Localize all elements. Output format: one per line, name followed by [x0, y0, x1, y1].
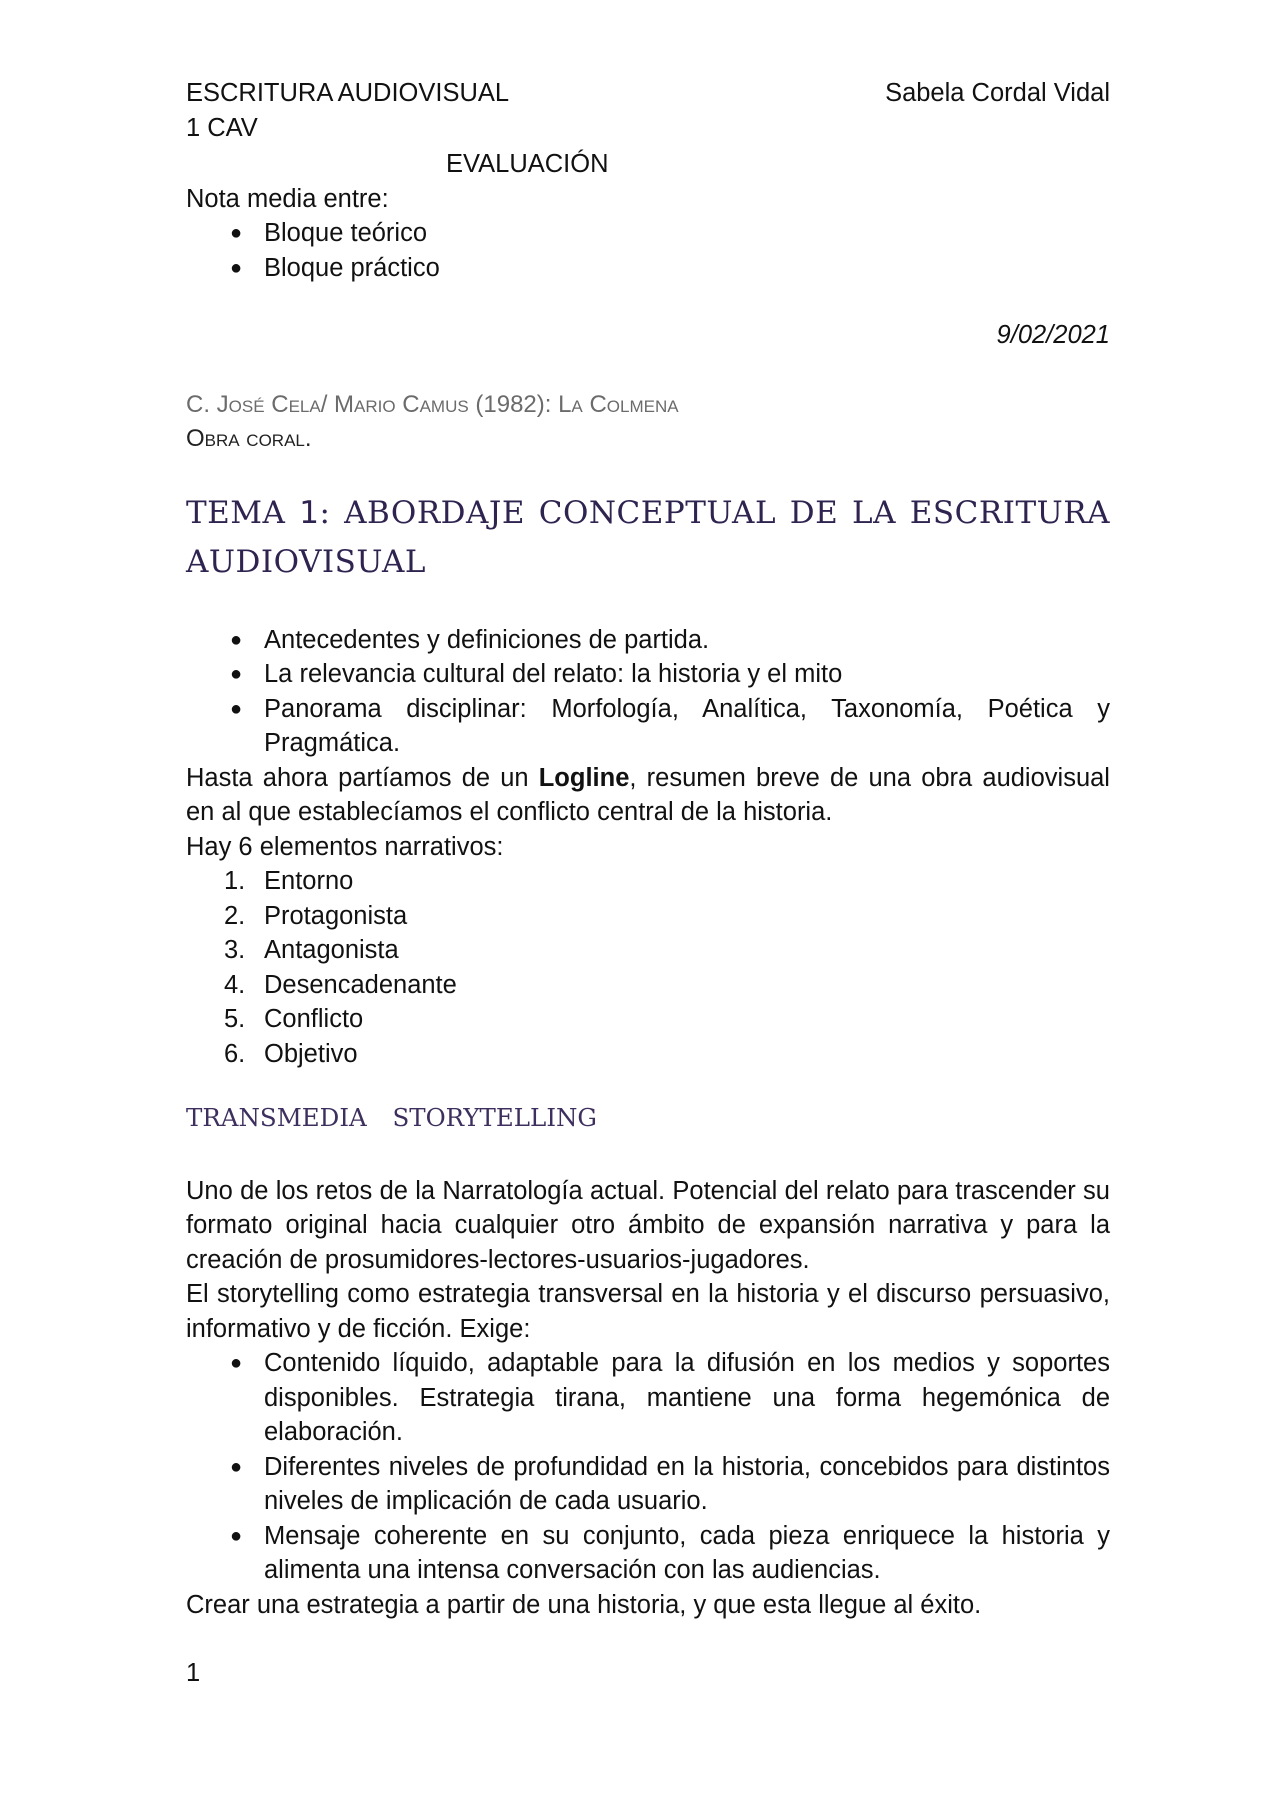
transmedia-bullets	[186, 1346, 1110, 1588]
list-item: 3. Antagonista	[224, 936, 399, 964]
list-item: 2. Protagonista	[224, 901, 408, 930]
tema-bullets	[186, 623, 1110, 761]
list-item: ● Bloque práctico	[186, 251, 1110, 286]
reference-line: C. José Cela/ Mario Camus (1982): La Colmena	[186, 390, 679, 418]
list-item: ● Diferentes niveles de profundidad en la historia, concebidos para distintos niveles de implicación de cada usuario.	[186, 1450, 1110, 1519]
list-item: 4. Desencadenante	[224, 970, 457, 999]
bullet-icon: ●	[230, 1352, 243, 1374]
tema-number: 1	[299, 494, 320, 531]
logline-paragraph: Hasta ahora partíamos de un Logline, resumen breve de una obra audiovisual en al que establecíamos el conflicto central de la historia.	[186, 763, 1110, 826]
transmedia-paragraph-1: Uno de los retos de la Narratología actual. Potencial del relato para trascender su formato original hacia cualquier otro ámbito de expansión narrativa y para la creación de prosumidores-lectores-usuarios-jugadores.	[186, 1176, 1110, 1274]
transmedia-heading: TRANSMEDIA STORYTELLING	[186, 1103, 598, 1132]
narrative-elements-list	[186, 864, 1110, 1071]
evaluation-intro: Nota media entre:	[186, 184, 389, 213]
bullet-icon: ●	[230, 1455, 243, 1478]
list-item: ● Contenido líquido, adaptable para la difusión en los medios y soportes disponibles. Estrategia tirana, mantiene una forma hegemónica de elaboración.	[186, 1346, 1110, 1450]
closing-line: Crear una estrategia a partir de una historia, y que esta llegue al éxito.	[186, 1590, 982, 1619]
bullet-icon: ●	[230, 256, 243, 279]
list-item: ● Bloque teórico	[186, 216, 1110, 251]
tema-title: : ABORDAJE CONCEPTUAL DE LA ESCRITURA AUDIOVISUAL	[186, 494, 1110, 580]
bullet-icon: ●	[230, 1524, 243, 1547]
evaluation-list	[186, 216, 1110, 285]
bullet-icon: ●	[230, 222, 243, 244]
author-name: Sabela Cordal Vidal	[885, 79, 1110, 107]
group-label: 1 CAV	[186, 113, 258, 142]
list-item: ● Mensaje coherente en su conjunto, cada pieza enriquece la historia y alimenta una intensa conversación con las audiencias.	[186, 1519, 1110, 1588]
tema-heading	[186, 489, 1110, 587]
bullet-icon: ●	[230, 628, 243, 651]
list-item: ● Antecedentes y definiciones de partida.	[186, 623, 1110, 658]
page-number: 1	[186, 1659, 201, 1687]
bullet-icon: ●	[230, 663, 243, 685]
document-page	[186, 76, 1110, 1691]
logline-term: Logline	[538, 763, 630, 792]
list-item: ● Panorama disciplinar: Morfología, Analítica, Taxonomía, Poética y Pragmática.	[186, 692, 1110, 761]
elements-intro: Hay 6 elementos narrativos:	[186, 832, 504, 861]
reference-note: Obra coral.	[186, 425, 312, 452]
date: 9/02/2021	[996, 321, 1110, 349]
list-item: 5. Conflicto	[224, 1005, 364, 1033]
page-header	[186, 76, 1110, 111]
bullet-icon: ●	[230, 697, 243, 720]
evaluation-title: EVALUACIÓN	[446, 150, 609, 178]
course-title: ESCRITURA AUDIOVISUAL	[186, 79, 510, 107]
tema-prefix: TEMA	[186, 494, 300, 531]
list-item: 6. Objetivo	[224, 1039, 358, 1068]
list-item: 1. Entorno	[224, 867, 354, 895]
transmedia-paragraph-2: El storytelling como estrategia transversal en la historia y el discurso persuasivo, informativo y de ficción. Exige:	[186, 1280, 1110, 1343]
list-item: ● La relevancia cultural del relato: la historia y el mito	[186, 657, 1110, 692]
